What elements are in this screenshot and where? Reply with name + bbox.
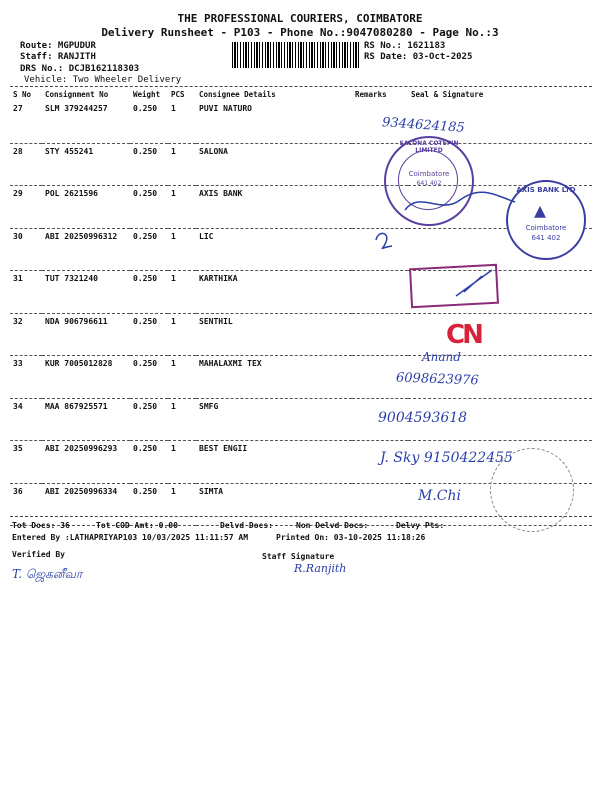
sno: 32 [10, 313, 42, 356]
barcode [232, 42, 360, 68]
pcs: 1 [168, 271, 196, 314]
delvd-docs: Delvd Docs: [220, 521, 273, 530]
weight: 0.250 [130, 228, 168, 271]
pcs: 1 [168, 186, 196, 229]
weight: 0.250 [130, 186, 168, 229]
weight: 0.250 [130, 483, 168, 526]
pcs: 1 [168, 483, 196, 526]
table-row [10, 228, 592, 271]
weight: 0.250 [130, 143, 168, 186]
table-row [10, 398, 592, 441]
consignment-no: ABI 20250996312 [42, 228, 130, 271]
cn-logo: CN [446, 320, 481, 350]
vehicle: Vehicle: Two Wheeler Delivery [24, 75, 182, 85]
salona-seal-pin: 641 402 [416, 180, 442, 187]
row34-signature: 9004593618 [378, 410, 468, 426]
pcs: 1 [168, 228, 196, 271]
row33-phone: 6098623976 [395, 370, 479, 389]
pcs: 1 [168, 441, 196, 484]
runsheet-title: Delivery Runsheet - P103 - Phone No.:9047080280 - Page No.:3 [101, 26, 499, 39]
consignment-no: TUT 7321240 [42, 271, 130, 314]
consignee: SALONA [196, 143, 352, 186]
weight: 0.250 [130, 313, 168, 356]
sno: 29 [10, 186, 42, 229]
sno: 34 [10, 398, 42, 441]
col-seal: Seal & Signature [411, 89, 484, 99]
rs-date: RS Date: 03-Oct-2025 [364, 52, 473, 62]
faded-seal [490, 448, 574, 532]
consignment-no: KUR 7005012828 [42, 356, 130, 399]
col-consignment: Consignment No [45, 89, 109, 99]
non-delvd-docs: Non Delvd Docs: [296, 521, 369, 530]
row36-signature: M.Chi [418, 488, 461, 504]
axis-seal-pin: 641 402 [531, 234, 561, 242]
sno: 30 [10, 228, 42, 271]
salona-seal-text: SALONA COTSPIN LIMITED [399, 140, 459, 154]
col-pcs: PCS [171, 89, 185, 99]
col-sno: S No [13, 89, 32, 99]
axis-logo-icon: ▲ [534, 198, 547, 222]
consignee: PUVI NATURO [196, 101, 352, 143]
consignment-no: ABI 20250996334 [42, 483, 130, 526]
pcs: 1 [168, 313, 196, 356]
consignment-no: NDA 906796611 [42, 313, 130, 356]
table-row [10, 313, 592, 356]
pcs: 1 [168, 356, 196, 399]
staff-signature-label: Staff Signature [262, 552, 335, 561]
sno: 36 [10, 483, 42, 526]
tot-cod-amt: Tot COD Amt: 0.00 [96, 521, 178, 530]
table-row [10, 356, 592, 399]
row31-signature-icon [452, 266, 498, 302]
consignee: LIC [196, 228, 352, 271]
sno: 31 [10, 271, 42, 314]
consignee: SIMTA [196, 483, 352, 526]
consignee: KARTHIKA [196, 271, 352, 314]
tot-docs: Tot Docs: 36 [12, 521, 70, 530]
delvy-pts: Delvy Pts: [396, 521, 445, 530]
consignee: SENTHIL [196, 313, 352, 356]
pcs: 1 [168, 101, 196, 143]
table-header-row [10, 87, 592, 101]
consignment-no: ABI 20250996293 [42, 441, 130, 484]
pcs: 1 [168, 398, 196, 441]
weight: 0.250 [130, 356, 168, 399]
rs-number: RS No.: 1621183 [364, 41, 446, 51]
consignee: SMFG [196, 398, 352, 441]
verifier-signature: T. ஜெகனீவா [12, 567, 83, 581]
sno: 27 [10, 101, 42, 143]
consignee: AXIS BANK [196, 186, 352, 229]
salona-seal-city: Coimbatore [408, 170, 450, 178]
weight: 0.250 [130, 271, 168, 314]
sno: 35 [10, 441, 42, 484]
route: Route: MGPUDUR [20, 41, 96, 51]
staff: Staff: RANJITH [20, 52, 96, 62]
row33-name: Anand [422, 350, 461, 364]
row35-signature: J. Sky 9150422455 [380, 450, 513, 466]
verified-by-label: Verified By [12, 550, 65, 559]
entered-by: Entered By :LATHAPRIYAP103 10/03/2025 11:11:57 AM [12, 533, 249, 542]
consignment-no: SLM 379244257 [42, 101, 130, 143]
printed-on: Printed On: 03-10-2025 11:18:26 [276, 533, 426, 542]
weight: 0.250 [130, 441, 168, 484]
consignment-no: POL 2621596 [42, 186, 130, 229]
weight: 0.250 [130, 101, 168, 143]
axis-seal-city: Coimbatore [525, 224, 567, 232]
row29-signature-icon [400, 180, 520, 220]
table-row [10, 101, 592, 143]
sno: 28 [10, 143, 42, 186]
pcs: 1 [168, 143, 196, 186]
consignment-no: MAA 867925571 [42, 398, 130, 441]
consignment-no: STY 455241 [42, 143, 130, 186]
weight: 0.250 [130, 398, 168, 441]
col-consignee: Consignee Details [199, 89, 276, 99]
row27-signature: 9344624185 [381, 115, 466, 136]
sno: 33 [10, 356, 42, 399]
consignee: MAHALAXMI TEX [196, 356, 352, 399]
row30-signature-icon [372, 228, 396, 250]
divider [10, 516, 592, 517]
staff-signature: R.Ranjith [294, 562, 347, 575]
drs-number: DRS No.: DCJB162118303 [20, 64, 140, 74]
col-remarks: Remarks [355, 89, 387, 99]
table-row [10, 271, 592, 314]
col-weight: Weight [133, 89, 161, 99]
company-name: THE PROFESSIONAL COURIERS, COIMBATORE [177, 12, 423, 25]
axis-seal-text: AXIS BANK LTD [516, 186, 576, 194]
consignee: BEST ENGII [196, 441, 352, 484]
